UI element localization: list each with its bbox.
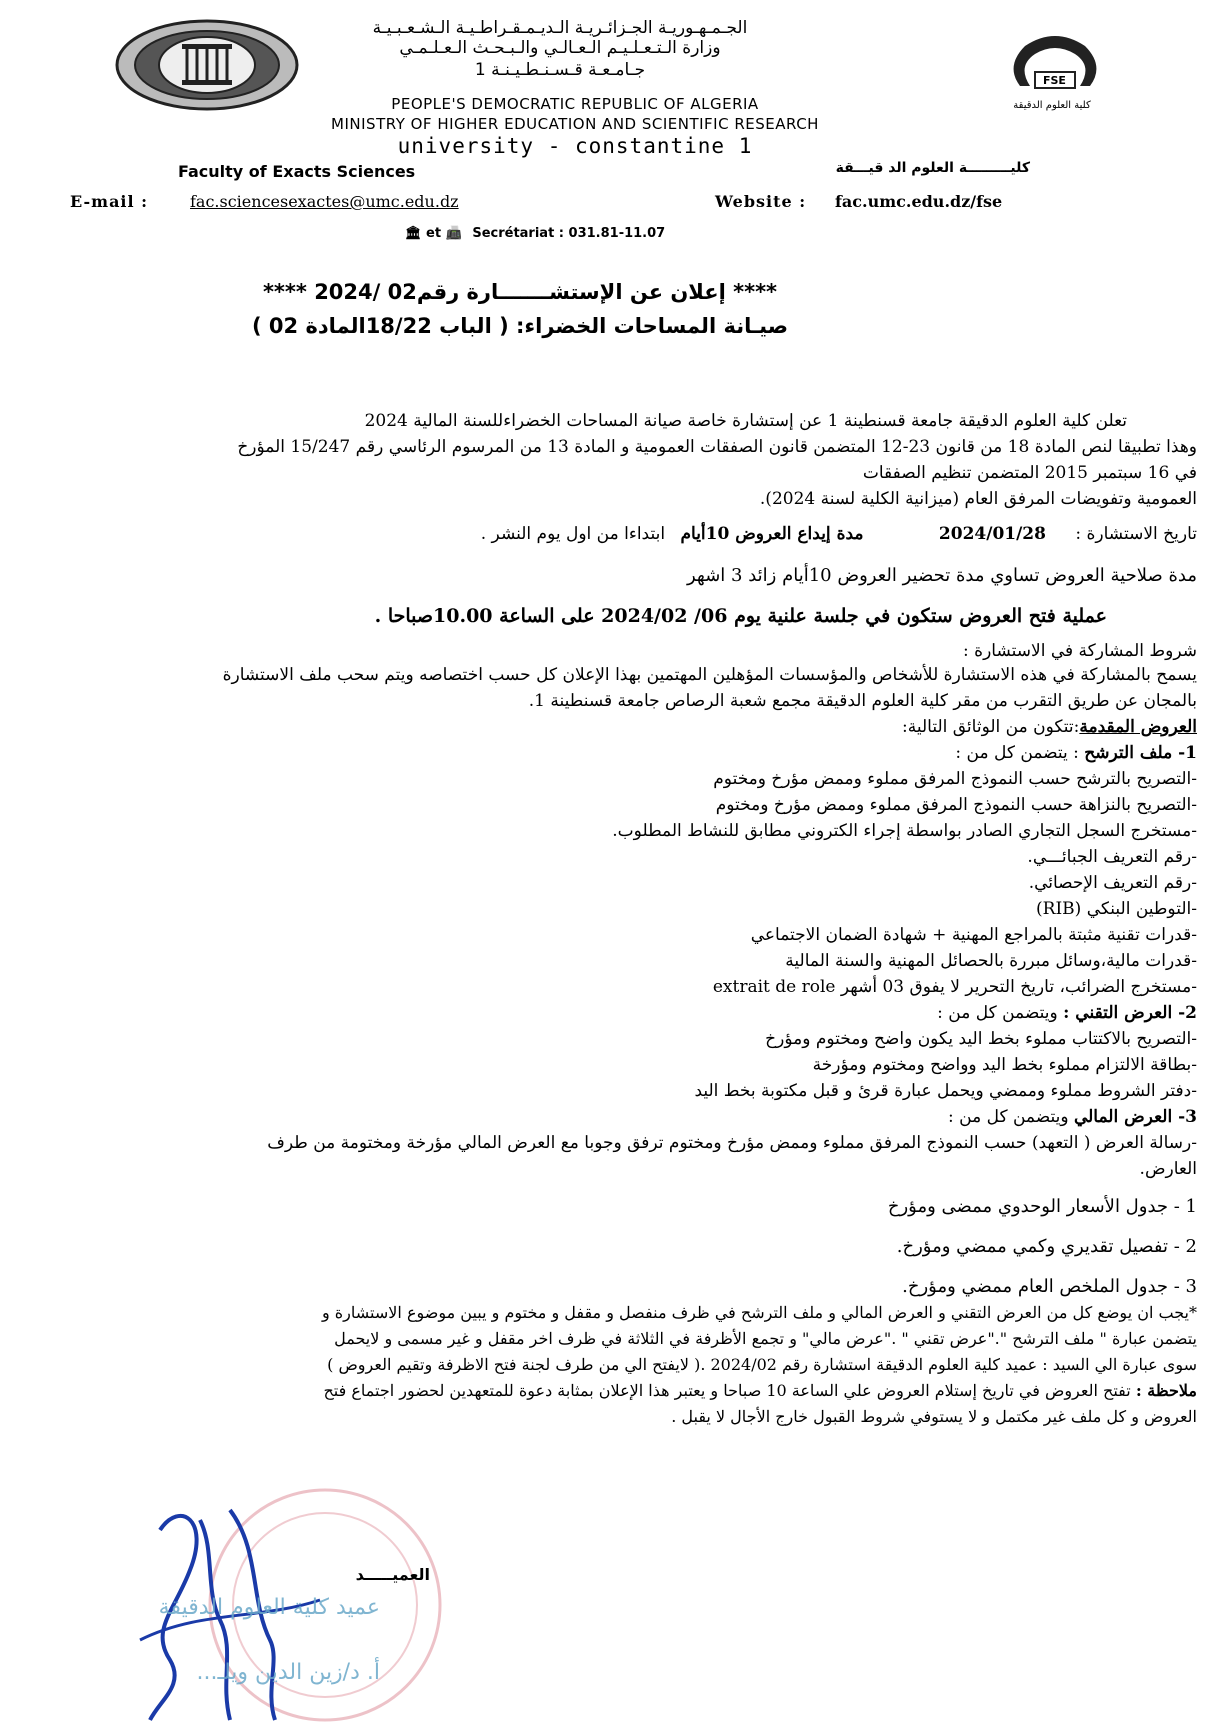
note-line1 xyxy=(323,1380,1197,1402)
header-ar-university: جـامـعـة قـسـنـطـيـنـة 1 xyxy=(474,60,646,80)
participation-p2: بالمجان عن طريق التقرب من مقر كلية العلوم الدقيقة مجمع شعبة الرصاص جامعة قسنطينة 1. xyxy=(528,691,1197,711)
consult-date-row xyxy=(97,524,1197,544)
consult-date-label: تاريخ الاستشارة : xyxy=(1075,524,1197,544)
note-label: ملاحظة : xyxy=(1135,1381,1197,1400)
section1-item2: -التصريح بالنزاهة حسب النموذج المرفق مملوء وممض مؤرخ ومختوم xyxy=(715,795,1197,815)
body-p2: وهذا تطبيقا لنص المادة 18 من قانون 23-12 المتضمن قانون الصفقات العمومية و المادة 13 من المرسوم الرئاسي رقم 15/247 المؤرخ xyxy=(237,437,1197,457)
note-line2: العروض و كل ملف غير مكتمل و لا يستوفي شروط القبول خارج الأجال لا يقبل . xyxy=(671,1407,1197,1426)
section3-label: 3- العرض المالي xyxy=(1073,1107,1197,1127)
section1-item9: -مستخرج الضرائب، تاريخ التحرير لا يفوق 03 أشهر extrait de role xyxy=(712,977,1197,997)
deposit-start: ابتداءا من اول يوم النشر . xyxy=(480,524,666,544)
offers-heading xyxy=(902,716,1197,738)
section3-item1: -رسالة العرض ( التعهد) حسب النموذج المرفق مملوء وممض مؤرخ ومختوم ترفق وجوبا مع العرض المالي مؤرخة ومختومة من طرف xyxy=(267,1133,1197,1153)
section3-item2: 1 - جدول الأسعار الوحدوي ممضى ومؤرخ xyxy=(887,1196,1197,1217)
faculty-logo xyxy=(985,26,1125,116)
section2-heading xyxy=(937,1002,1197,1024)
envelope-instruction-1: *يجب ان يوضع كل من العرض التقني و العرض المالي و ملف الترشح في ظرف منفصل و مقفل و مختوم و يبين موضوع الاستشارة و xyxy=(321,1303,1197,1322)
section2-rest: ويتضمن كل من : xyxy=(937,1003,1058,1023)
note-text1: تفتح العروض في تاريخ إستلام العروض علي الساعة 10 صباحا و يعتبر هذا الإعلان بمثابة دعوة للمتعهدين لحضور اجتماع فتح xyxy=(323,1381,1131,1400)
opening-session: عملية فتح العروض ستكون في جلسة علنية يوم 06/ 2024/02 على الساعة 10.00صباحا . xyxy=(374,605,1107,627)
email-label: E-mail : xyxy=(70,192,149,211)
header-en-university: university - constantine 1 xyxy=(397,134,753,158)
secretariat-et: et xyxy=(426,226,442,241)
section1-rest: : يتضمن كل من : xyxy=(955,743,1079,763)
header-en-ministry: MINISTRY OF HIGHER EDUCATION AND SCIENTIFIC RESEARCH xyxy=(331,115,819,133)
offers-heading-label: العروض المقدمة xyxy=(1079,717,1197,737)
section3-item1-cont: العارض. xyxy=(1139,1159,1197,1179)
dean-stamp-line1: عميد كلية العلوم الدقيقة xyxy=(158,1595,380,1620)
dean-stamp-line2: أ. د/زين الدين ويلـ... xyxy=(196,1660,380,1685)
section1-item5: -رقم التعريف الإحصائي. xyxy=(1028,873,1197,893)
section3-heading xyxy=(948,1106,1197,1128)
section2-label: 2- العرض التقني : xyxy=(1063,1003,1197,1023)
section3-item4: 3 - جدول الملخص العام ممضي ومؤرخ. xyxy=(902,1276,1197,1297)
section3-item3: 2 - تفصيل تقديري وكمي ممضي ومؤرخ. xyxy=(896,1236,1197,1257)
deposit-duration: مدة إيداع العروض 10أيام xyxy=(680,524,864,544)
section2-item2: -بطاقة الالتزام مملوء بخط اليد وواضح ومختوم ومؤرخة xyxy=(812,1055,1197,1075)
faculty-name-ar: كليـــــــــة العلوم الد قيـــقة xyxy=(835,160,1030,176)
header-en-republic: PEOPLE'S DEMOCRATIC REPUBLIC OF ALGERIA xyxy=(391,95,759,113)
section1-item1: -التصريح بالترشح حسب النموذج المرفق مملوء وممض مؤرخ ومختوم xyxy=(713,769,1197,789)
section2-item1: -التصريح بالاكتتاب مملوء بخط اليد يكون واضح ومختوم ومؤرخ xyxy=(765,1029,1197,1049)
announcement-title: **** إعلان عن الإستشـــــــارة رقم02 /2024 **** xyxy=(262,280,778,304)
section1-item4: -رقم التعريف الجبائـــي. xyxy=(1027,847,1197,867)
section1-item3: -مستخرج السجل التجاري الصادر بواسطة إجراء الكتروني مطابق للنشاط المطلوب. xyxy=(612,821,1197,841)
envelope-instruction-2: يتضمن عبارة " ملف الترشح "."عرض تقني " ."عرض مالي" و تجمع الأظرفة في الثلاثة في ظرف اخر مقفل و غير مسمى و لايحمل xyxy=(334,1329,1197,1348)
header-ar-ministry: وزارة الـتـعـلـيـم الـعـالـي والـبـحـث الـعـلـمـي xyxy=(399,38,721,58)
website-link[interactable]: fac.umc.edu.dz/fse xyxy=(835,192,1003,211)
phone-icon: 🏛 xyxy=(405,226,422,241)
offers-heading-rest: :تتكون من الوثائق التالية: xyxy=(901,717,1080,737)
logo-fse-text: FSE xyxy=(1043,74,1066,87)
participation-heading: شروط المشاركة في الاستشارة : xyxy=(963,641,1197,661)
section1-label: 1- ملف الترشح xyxy=(1084,743,1197,763)
fax-icon: 📠 xyxy=(445,226,462,241)
logo-fse-subtitle: كلية العلوم الدقيقة xyxy=(1013,100,1091,111)
body-p3: في 16 سبتمبر 2015 المتضمن تنظيم الصفقات xyxy=(862,463,1197,483)
body-p1: تعلن كلية العلوم الدقيقة جامعة قسنطينة 1 عن إستشارة خاصة صيانة المساحات الخضراءللسنة المالية 2024 xyxy=(364,411,1127,431)
consult-date-value: 2024/01/28 xyxy=(938,524,1046,544)
section1-item7: -قدرات تقنية مثبتة بالمراجع المهنية + شهادة الضمان الاجتماعي xyxy=(750,925,1197,945)
website-label: Website : xyxy=(715,192,807,211)
section1-heading xyxy=(955,742,1197,764)
announcement-subject: صيـانة المساحات الخضراء: ( الباب 18/22المادة 02 ) xyxy=(251,314,789,338)
section1-item8: -قدرات مالية،وسائل مبررة بالحصائل المهنية والسنة المالية xyxy=(785,951,1197,971)
participation-p1: يسمح بالمشاركة في هذه الاستشارة للأشخاص والمؤسسات المؤهلين المهتمين بهذا الإعلان كل حسب اختصاصه ويتم سحب ملف الاستشارة xyxy=(222,665,1197,685)
section3-rest: ويتضمن كل من : xyxy=(948,1107,1069,1127)
secretariat-number: Secrétariat : 031.81-11.07 xyxy=(472,226,666,241)
section2-item3: -دفتر الشروط مملوء وممضي ويحمل عبارة قرئ و قبل مكتوبة بخط اليد xyxy=(694,1081,1197,1101)
envelope-instruction-3: سوى عبارة الي السيد : عميد كلية العلوم الدقيقة استشارة رقم 2024/02 .( لايفتح الي من طرف لجنة فتح الاظرفة وتقيم العروض ) xyxy=(327,1355,1197,1374)
secretariat-line xyxy=(405,226,665,241)
validity-period: مدة صلاحية العروض تساوي مدة تحضير العروض 10أيام زائد 3 اشهر xyxy=(686,565,1197,586)
section1-item6: -التوطين البنكي (RIB) xyxy=(1036,899,1197,919)
email-link[interactable]: fac.sciencesexactes@umc.edu.dz xyxy=(190,192,459,211)
body-p4: العمومية وتفويضات المرفق العام (ميزانية الكلية لسنة 2024). xyxy=(759,489,1197,509)
faculty-name-en: Faculty of Exacts Sciences xyxy=(178,162,416,181)
header-ar-republic: الجـمـهـوريـة الجـزائـريـة الـديـمـقـراطـيـة الـشـعـبـيـة xyxy=(372,18,748,38)
dean-title: العميـــــد xyxy=(355,1565,430,1584)
